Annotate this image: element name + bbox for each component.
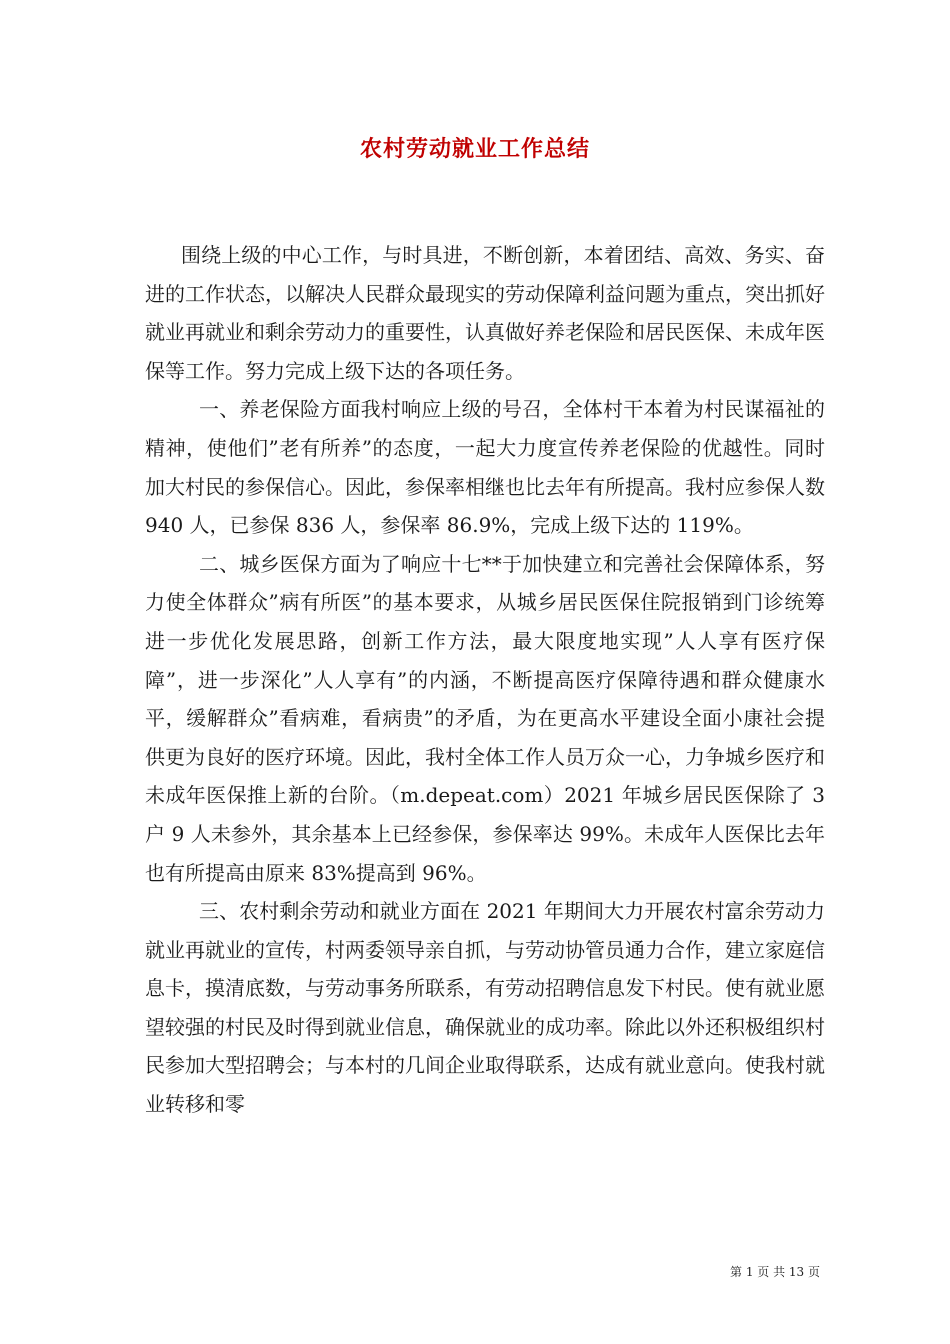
paragraph-intro: 围绕上级的中心工作，与时具进，不断创新，本着团结、高效、务实、奋进的工作状态，以解决人民群众最现实的劳动保障利益问题为重点，突出抓好就业再就业和剩余劳动力的重要性，认真做好养老保险和居民医保、未成年医保等工作。努力完成上级下达的各项任务。 bbox=[145, 243, 825, 383]
page-number-footer: 第 1 页 共 13 页 bbox=[730, 1265, 820, 1279]
paragraph-pension-insurance: 一、养老保险方面我村响应上级的号召，全体村干本着为村民谋福祉的精神，使他们”老有所养”的态度，一起大力度宣传养老保险的优越性。同时加大村民的参保信心。因此，参保率相继也比去年有所提高。我村应参保人数 940 人，已参保 836 人，参保率 86.9%，完成上级下达的 119%。 bbox=[145, 397, 825, 538]
paragraph-surplus-labor-employment: 三、农村剩余劳动和就业方面在 2021 年期间大力开展农村富余劳动力就业再就业的宣传，村两委领导亲自抓，与劳动协管员通力合作，建立家庭信息卡，摸清底数，与劳动事务所联系，有劳动招聘信息发下村民。使有就业愿望较强的村民及时得到就业信息，确保就业的成功率。除此以外还积极组织村民参加大型招聘会；与本村的几间企业取得联系，达成有就业意向。使我村就业转移和零 bbox=[145, 899, 825, 1117]
document-title: 农村劳动就业工作总结 bbox=[359, 136, 590, 162]
paragraph-medical-insurance: 二、城乡医保方面为了响应十七**于加快建立和完善社会保障体系，努力使全体群众”病有所医”的基本要求，从城乡居民医保住院报销到门诊统筹进一步优化发展思路，创新工作方法，最大限度地实现”人人享有医疗保障”，进一步深化”人人享有”的内涵，不断提高医疗保障待遇和群众健康水平，缓解群众”看病难，看病贵”的矛盾，为在更高水平建设全面小康社会提供更为良好的医疗环境。因此，我村全体工作人员万众一心，力争城乡医疗和未成年医保推上新的台阶。（m.depeat.com）2021 年城乡居民医保除了 3 户 9 人未参外，其余基本上已经参保，参保率达 99%。未成年人医保比去年也有所提高由原来 83%提高到 96%。 bbox=[145, 551, 825, 885]
document-body bbox=[145, 236, 825, 1124]
